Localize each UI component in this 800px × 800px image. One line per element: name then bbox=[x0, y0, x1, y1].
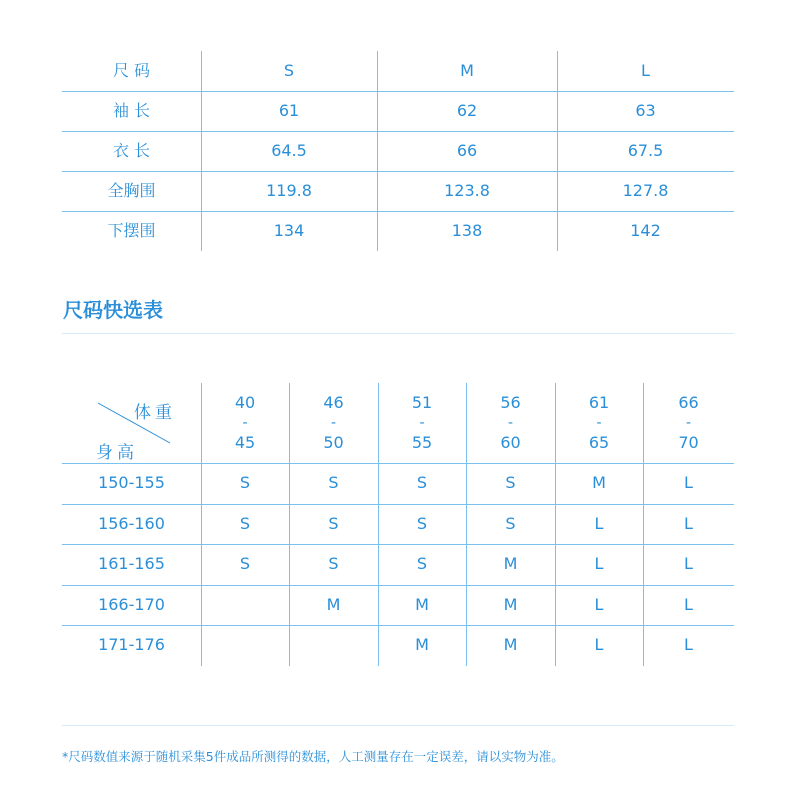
recommended-size-cell: M bbox=[415, 594, 429, 614]
section-divider bbox=[62, 333, 734, 334]
measurement-cell: 66 bbox=[456, 141, 478, 160]
table-row-divider bbox=[62, 131, 734, 132]
recommended-size-cell: M bbox=[415, 635, 429, 655]
recommended-size-cell: L bbox=[684, 554, 693, 574]
row-label: 下摆围 bbox=[107, 221, 156, 240]
height-range-cell: 161-165 bbox=[98, 554, 165, 574]
row-label: 袖 长 bbox=[112, 101, 151, 120]
weight-to: 65 bbox=[588, 433, 610, 452]
recommended-size-cell: L bbox=[684, 473, 693, 492]
size-header-cell: L bbox=[641, 61, 650, 80]
weight-separator: - bbox=[507, 415, 514, 431]
table-column-divider bbox=[377, 51, 378, 251]
weight-from: 46 bbox=[323, 393, 344, 412]
recommended-size-cell: S bbox=[328, 473, 339, 492]
table-row-divider bbox=[62, 504, 734, 505]
measurement-cell: 142 bbox=[630, 221, 661, 240]
measurement-cell: 127.8 bbox=[622, 181, 669, 200]
recommended-size-cell: M bbox=[326, 594, 341, 614]
table-row-divider bbox=[62, 91, 734, 92]
size-table-row bbox=[62, 131, 734, 171]
table-column-divider bbox=[289, 383, 290, 666]
recommended-size-cell: M bbox=[503, 554, 518, 574]
recommended-size-cell: L bbox=[684, 635, 693, 655]
table-row-divider bbox=[62, 463, 734, 464]
recommended-size-cell: L bbox=[594, 594, 604, 614]
size-table-header-row bbox=[62, 51, 734, 91]
height-range-cell: 150-155 bbox=[98, 473, 165, 492]
weight-range-header bbox=[201, 383, 289, 463]
weight-to: 50 bbox=[323, 433, 344, 452]
size-table-row bbox=[62, 171, 734, 211]
row-label: 衣 长 bbox=[112, 141, 151, 160]
quick-select-table bbox=[62, 383, 734, 666]
recommended-size-cell: L bbox=[594, 513, 604, 533]
recommended-size-cell: S bbox=[328, 513, 339, 533]
weight-from: 51 bbox=[411, 393, 433, 412]
size-measurement-table bbox=[62, 51, 734, 251]
weight-separator: - bbox=[242, 415, 248, 431]
table-row-divider bbox=[62, 211, 734, 212]
measurement-cell: 134 bbox=[273, 221, 305, 240]
recommended-size-cell: L bbox=[594, 635, 604, 655]
row-label: 全胸围 bbox=[107, 181, 156, 200]
recommended-size-cell: M bbox=[592, 473, 606, 492]
weight-range-header bbox=[466, 383, 555, 463]
recommended-size-cell: L bbox=[684, 594, 693, 614]
table-row-divider bbox=[62, 544, 734, 545]
recommended-size-cell: S bbox=[416, 513, 428, 533]
recommended-size-cell: S bbox=[239, 513, 251, 533]
table-column-divider bbox=[201, 383, 202, 666]
weight-to: 55 bbox=[411, 433, 433, 452]
quick-select-title: 尺码快选表 bbox=[63, 298, 163, 322]
recommended-size-cell: M bbox=[503, 594, 518, 614]
measurement-cell: 67.5 bbox=[627, 141, 664, 160]
footnote-divider bbox=[62, 725, 734, 726]
recommended-size-cell: S bbox=[239, 554, 251, 574]
recommended-size-cell: S bbox=[416, 554, 428, 574]
recommended-size-cell bbox=[201, 625, 289, 666]
size-header-cell: M bbox=[460, 61, 474, 80]
corner-height-label: 身高 bbox=[96, 443, 138, 463]
weight-from: 66 bbox=[678, 393, 699, 412]
recommended-size-cell bbox=[289, 625, 378, 666]
recommended-size-cell: L bbox=[684, 513, 693, 533]
measurement-cell: 138 bbox=[451, 221, 483, 240]
weight-to: 70 bbox=[678, 433, 699, 452]
recommended-size-cell bbox=[201, 585, 289, 626]
recommended-size-cell: S bbox=[239, 473, 251, 492]
recommended-size-cell: L bbox=[594, 554, 604, 574]
weight-range-header bbox=[378, 383, 466, 463]
table-column-divider bbox=[378, 383, 379, 666]
row-label: 尺 码 bbox=[112, 61, 151, 80]
height-range-cell: 171-176 bbox=[98, 635, 165, 655]
table-column-divider bbox=[201, 51, 202, 251]
measurement-cell: 63 bbox=[635, 101, 656, 120]
recommended-size-cell: M bbox=[503, 635, 518, 655]
weight-from: 40 bbox=[234, 393, 256, 412]
weight-range-header bbox=[643, 383, 734, 463]
recommended-size-cell: S bbox=[416, 473, 428, 492]
weight-to: 60 bbox=[500, 433, 521, 452]
weight-range-header bbox=[555, 383, 643, 463]
height-range-cell: 166-170 bbox=[98, 594, 165, 614]
recommended-size-cell: S bbox=[505, 513, 516, 533]
recommended-size-cell: S bbox=[328, 554, 339, 574]
table-row-divider bbox=[62, 585, 734, 586]
table-column-divider bbox=[555, 383, 556, 666]
size-header-cell: S bbox=[283, 61, 295, 80]
measurement-cell: 61 bbox=[278, 101, 300, 120]
recommended-size-cell: S bbox=[505, 473, 516, 492]
weight-separator: - bbox=[419, 415, 425, 431]
measurement-cell: 119.8 bbox=[266, 181, 312, 200]
weight-from: 56 bbox=[500, 393, 521, 412]
weight-separator: - bbox=[330, 415, 337, 431]
table-column-divider bbox=[557, 51, 558, 251]
measurement-cell: 64.5 bbox=[271, 141, 307, 160]
weight-from: 61 bbox=[588, 393, 610, 412]
size-table-row bbox=[62, 211, 734, 251]
table-column-divider bbox=[466, 383, 467, 666]
measurement-cell: 62 bbox=[456, 101, 478, 120]
measurement-cell: 123.8 bbox=[444, 181, 490, 200]
weight-to: 45 bbox=[234, 433, 256, 452]
table-row-divider bbox=[62, 625, 734, 626]
table-column-divider bbox=[643, 383, 644, 666]
size-table-row bbox=[62, 91, 734, 131]
height-range-cell: 156-160 bbox=[98, 513, 165, 533]
weight-separator: - bbox=[596, 415, 602, 431]
weight-range-header bbox=[289, 383, 378, 463]
footnote: *尺码数值来源于随机采集5件成品所测得的数据，人工测量存在一定误差，请以实物为准。 bbox=[62, 749, 564, 764]
table-row-divider bbox=[62, 171, 734, 172]
corner-weight-label: 体重 bbox=[134, 403, 176, 423]
weight-separator: - bbox=[685, 415, 692, 431]
